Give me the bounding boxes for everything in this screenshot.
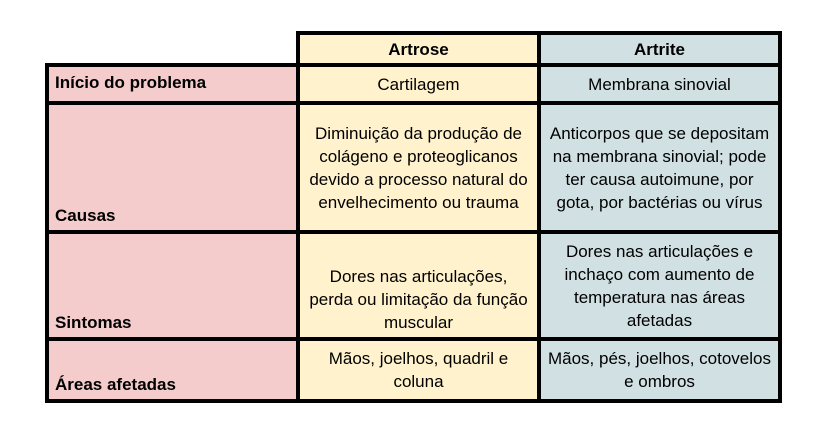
comparison-table <box>45 31 782 403</box>
row-label: Início do problema <box>47 65 298 103</box>
table-row <box>47 232 780 339</box>
artrose-cell: Cartilagem <box>298 65 539 103</box>
header-artrose: Artrose <box>298 33 539 65</box>
artrose-cell: Mãos, joelhos, quadril e coluna <box>298 339 539 401</box>
empty-corner-cell <box>47 33 298 65</box>
row-label: Áreas afetadas <box>47 339 298 401</box>
artrose-cell: Dores nas articulações, perda ou limitação da função muscular <box>298 232 539 339</box>
table-row <box>47 103 780 232</box>
row-label: Causas <box>47 103 298 232</box>
table-row <box>47 339 780 401</box>
row-label: Sintomas <box>47 232 298 339</box>
table-row <box>47 65 780 103</box>
artrite-cell: Membrana sinovial <box>539 65 780 103</box>
artrose-cell: Diminuição da produção de colágeno e proteoglicanos devido a processo natural do envelhecimento ou trauma <box>298 103 539 232</box>
header-row <box>47 33 780 65</box>
artrite-cell: Mãos, pés, joelhos, cotovelos e ombros <box>539 339 780 401</box>
artrite-cell: Dores nas articulações e inchaço com aumento de temperatura nas áreas afetadas <box>539 232 780 339</box>
artrite-cell: Anticorpos que se depositam na membrana sinovial; pode ter causa autoimune, por gota, por bactérias ou vírus <box>539 103 780 232</box>
header-artrite: Artrite <box>539 33 780 65</box>
